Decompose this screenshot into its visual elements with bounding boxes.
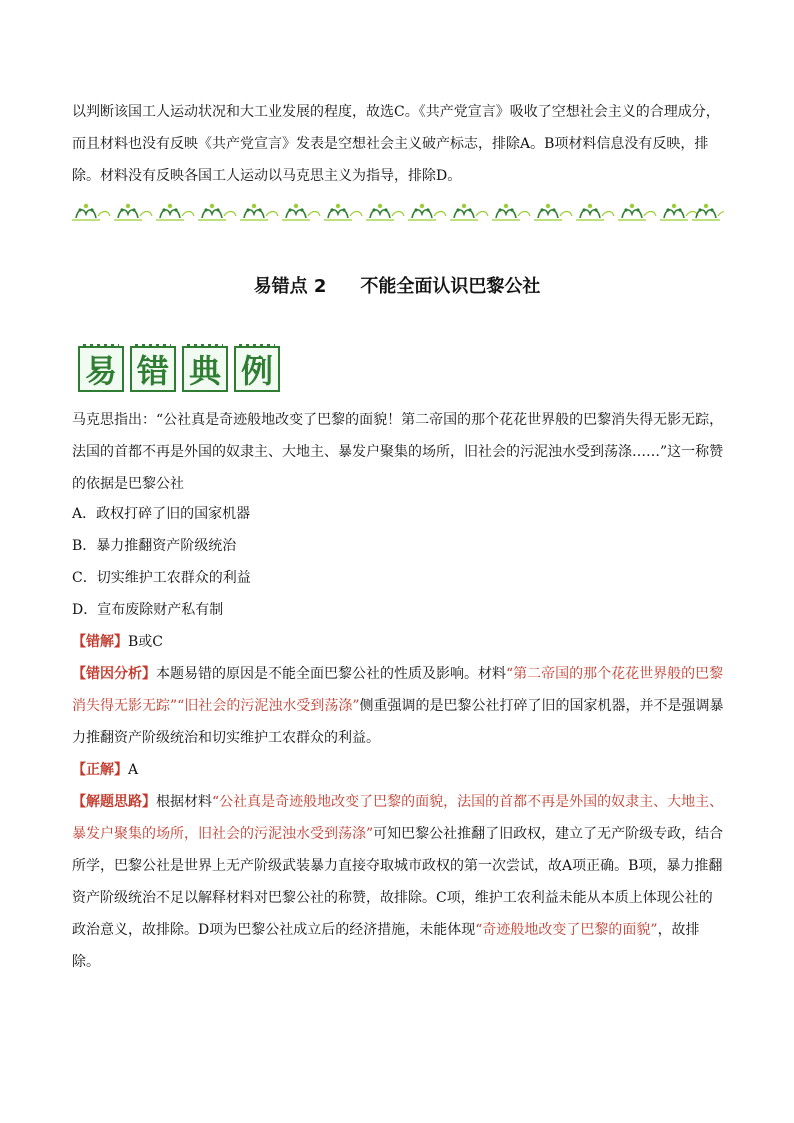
solution-text: ，故排除。 bbox=[72, 922, 700, 970]
section-heading bbox=[0, 272, 794, 298]
wrong-answer-text: B或C bbox=[128, 634, 163, 650]
heading-number: 易错点 2 bbox=[253, 276, 327, 297]
option-d: D．宣布废除财产私有制 bbox=[72, 602, 224, 618]
solution bbox=[72, 786, 724, 978]
intro-paragraph: 以判断该国工人运动状况和大工业发展的程度，故选C。《共产党宣言》吸收了空想社会主义的合理成分，而且材料也没有反映《共产党宣言》发表是空想社会主义破产标志，排除A。B项材料信息没有反映，排除。材料没有反映各国工人运动以马克思主义为指导，排除D。 bbox=[72, 104, 720, 184]
banner-tile: 错 bbox=[130, 346, 176, 392]
solution-quote: “公社真是奇迹般地改变了巴黎的面貌，法国的首都不再是外国的奴隶主、大地主、暴发户聚集的场所，旧社会的污泥浊水受到荡涤” bbox=[72, 794, 724, 842]
solution-text: 可知巴黎公社推翻了旧政权，建立了无产阶级专政，结合所学，巴黎公社是世界上无产阶级武装暴力直接夺取城市政权的第一次尝试，故A项正确。B项，暴力推翻资产阶级统治不足以解释材料对巴黎公社的称赞，故排除。C项，维护工农利益未能从本质上体现公社的政治意义，故排除。D项为巴黎公社成立后的经济措施，未能体现 bbox=[72, 826, 724, 938]
solution-label: 【解题思路】 bbox=[72, 794, 156, 810]
banner-tile: 例 bbox=[234, 346, 280, 392]
heading-title: 不能全面认识巴黎公社 bbox=[360, 276, 541, 297]
wrong-answer-label: 【错解】 bbox=[72, 634, 128, 650]
typical-error-banner bbox=[78, 346, 280, 394]
error-analysis-quote: “旧社会的污泥浊水受到荡涤” bbox=[177, 698, 360, 714]
error-analysis-text: 本题易错的原因是不能全面巴黎公社的性质及影响。材料 bbox=[156, 666, 506, 682]
solution-quote: “奇迹般地改变了巴黎的面貌” bbox=[475, 922, 658, 938]
banner-tile: 易 bbox=[78, 346, 124, 392]
error-analysis bbox=[72, 658, 724, 754]
error-analysis-quote: “第二帝国的那个花花世界般的巴黎消失得无影无踪” bbox=[72, 666, 724, 714]
error-analysis-label: 【错因分析】 bbox=[72, 666, 156, 682]
decorative-divider bbox=[72, 198, 724, 226]
wrong-answer bbox=[72, 626, 724, 658]
option-a: A．政权打碎了旧的国家机器 bbox=[72, 506, 251, 522]
option-c: C．切实维护工农群众的利益 bbox=[72, 570, 251, 586]
correct-answer bbox=[72, 754, 724, 786]
correct-answer-text: A bbox=[128, 762, 139, 778]
question-stem: 马克思指出：“公社真是奇迹般地改变了巴黎的面貌！第二帝国的那个花花世界般的巴黎消失得无影无踪，法国的首都不再是外国的奴隶主、大地主、暴发户聚集的场所，旧社会的污泥浊水受到荡涤……”这一称赞的依据是巴黎公社 bbox=[72, 412, 724, 492]
solution-text: 根据材料 bbox=[156, 794, 212, 810]
error-analysis-text: 侧重强调的是巴黎公社打碎了旧的国家机器，并不是强调暴力推翻资产阶级统治和切实维护工农群众的利益。 bbox=[72, 698, 724, 746]
banner-tile: 典 bbox=[182, 346, 228, 392]
correct-answer-label: 【正解】 bbox=[72, 762, 128, 778]
option-b: B．暴力推翻资产阶级统治 bbox=[72, 538, 237, 554]
